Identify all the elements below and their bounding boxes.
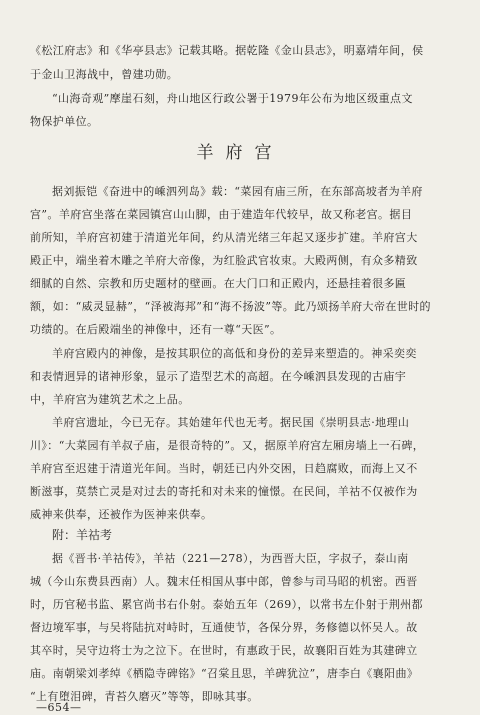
paragraph-line: 功绩的。在后殿端坐的神像中，还有一尊“天医”。	[30, 323, 282, 336]
paragraph-line: 断滋事，莫禁亡灵是对过去的寄托和对未来的憧憬。在民间，羊祜不仅被作为	[30, 485, 418, 498]
paragraph-line: 羊府宫至迟建于清道光年间。当时，朝廷已内外交困，日趋腐败，而海上又不	[30, 462, 418, 475]
paragraph-line: 殿正中，端坐着木雕之羊府大帝像，为红脸武官妆束。大殿两侧，有众多精致	[30, 254, 418, 267]
intro-line: “山海奇观”摩崖石刻，舟山地区行政公署于1979年公布为地区级重点文	[52, 92, 413, 105]
page-number: —654—	[36, 701, 82, 714]
paragraph-line: 细腻的自然、宗教和历史题材的壁画。在大门口和正殿内，还悬挂着很多匾	[30, 277, 407, 290]
intro-line: 《松江府志》和《华亭县志》记载其略。据乾隆《金山县志》，明嘉靖年间，侯	[30, 44, 424, 57]
paragraph-line: 和表情迥异的诸神形象，显示了造型艺术的高超。在今嵊泗县发现的古庙宇	[30, 370, 407, 383]
appendix-title: 附：羊祜考	[52, 528, 113, 542]
paragraph-line: 据刘振铠《奋进中的嵊泗列岛》载：“菜园有庙三所，在东部高坡者为羊府	[52, 185, 423, 198]
intro-line: 于金山卫海战中，曾建功勋。	[30, 68, 179, 81]
appendix-line: 城（今山东费县西南）人。魏末任相国从事中郎，曾参与司马昭的机密。西晋	[30, 575, 418, 588]
paragraph-line: 额，如：“威灵显赫”，“泽被海邦”和“海不扬波”等。此乃颂扬羊府大帝在世时的	[30, 300, 431, 313]
section-title: 羊府宫	[196, 143, 284, 163]
paragraph-line: 威神来供奉，还被作为医神来供奉。	[30, 508, 213, 521]
intro-line: 物保护单位。	[30, 115, 99, 128]
appendix-line: 时，历官秘书监、累官尚书右仆射。泰始五年（269），以常书左仆射于荆州都	[30, 598, 423, 611]
appendix-line: “上有堕泪碑，青苔久磨灭”等等，即咏其事。	[30, 690, 259, 703]
paragraph-line: 羊府宫遗址，今已无存。其始建年代也无考。据民国《崇明县志·地理山	[52, 416, 410, 429]
appendix-line: 督边境军事，与吴将陆抗对峙时，互通使节，各保分界，务修德以怀吴人。故	[30, 621, 418, 634]
paragraph-line: 羊府宫殿内的神像，是按其职位的高低和身份的差异来塑造的。神采奕奕	[52, 347, 417, 360]
paragraph-line: 川》：“大菜园有羊叔子庙，是很奇特的”。又，据原羊府宫左厢房墙上一石碑，	[30, 439, 425, 452]
appendix-line: 其卒时，吴守边将士为之泣下。在世时，有惠政于民，故襄阳百姓为其建碑立	[30, 644, 418, 657]
paragraph-line: 宫”。羊府宫坐落在菜园镇宫山山脚，由于建造年代较早，故又称老宫。据目	[30, 208, 413, 221]
appendix-line: 据《晋书·羊祜传》，羊祜（221—278），为西晋大臣，字叔子，泰山南	[52, 552, 409, 565]
paragraph-line: 前所知，羊府宫初建于清道光年间，约从清光绪三年起又逐步扩建。羊府宫大	[30, 231, 418, 244]
paragraph-line: 中，羊府宫为建筑艺术之上品。	[30, 393, 190, 406]
appendix-line: 庙。南朝梁刘孝绰《栖隐寺碑铭》“召棠且思，羊碑犹泣”，唐李白《襄阳曲》	[30, 667, 419, 680]
